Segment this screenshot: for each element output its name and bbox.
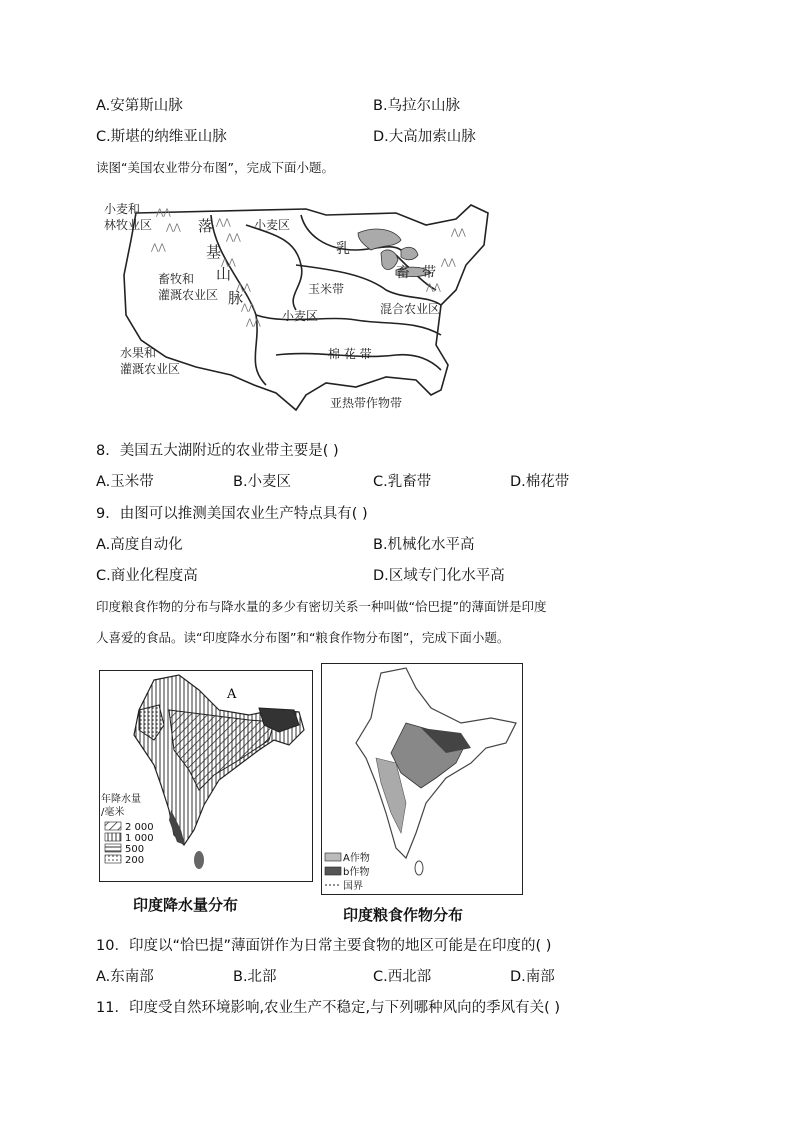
label-rocky-4: 脉 xyxy=(228,289,244,307)
q9-option-a: A.高度自动化 xyxy=(96,537,183,553)
q9-option-d: D.区域专门化水平高 xyxy=(373,568,505,584)
label-subtropical: 亚热带作物带 xyxy=(330,396,403,410)
q9-option-c: C.商业化程度高 xyxy=(96,568,198,584)
option-c: C.斯堪的纳维亚山脉 xyxy=(96,129,227,145)
label-wheat-north: 小麦区 xyxy=(254,218,291,232)
crop-legend-a: A作物 xyxy=(343,853,370,864)
crop-legend-border: 国界 xyxy=(343,881,363,892)
label-cotton: 棉 花 带 xyxy=(328,347,372,361)
q10-option-a: A.东南部 xyxy=(96,969,154,985)
svg-text:⋀⋀: ⋀⋀ xyxy=(221,258,236,268)
svg-text:⋀⋀: ⋀⋀ xyxy=(241,303,256,313)
svg-text:⋀⋀: ⋀⋀ xyxy=(216,218,231,228)
label-rocky-3: 山 xyxy=(216,265,232,283)
intro-us-map: 读图“美国农业带分布图”，完成下面小题。 xyxy=(96,160,334,175)
svg-text:⋀⋀: ⋀⋀ xyxy=(426,283,441,293)
label-dairy-2: 畜 xyxy=(396,265,410,281)
intro-india-line1: 印度粮食作物的分布与降水量的多少有密切关系一种叫做“恰巴提”的薄面饼是印度 xyxy=(96,599,547,614)
label-rocky-2: 基 xyxy=(206,243,222,261)
q8-option-a: A.玉米带 xyxy=(96,474,154,490)
rain-legend-200: 200 xyxy=(125,855,145,866)
option-d: D.大高加索山脉 xyxy=(373,129,476,145)
label-wheat-south: 小麦区 xyxy=(282,309,319,323)
q10-option-c: C.西北部 xyxy=(373,969,432,985)
india-rainfall-map xyxy=(99,670,313,882)
q8-option-d: D.棉花带 xyxy=(510,474,570,490)
label-fruit-2: 灌溉农业区 xyxy=(120,362,181,376)
rain-map-caption: 印度降水量分布 xyxy=(133,896,239,914)
label-corn: 玉米带 xyxy=(308,282,345,296)
q10-stem: 10．印度以“恰巴提”薄面饼作为日常主要食物的地区可能是在印度的( ) xyxy=(96,938,552,954)
option-b: B.乌拉尔山脉 xyxy=(373,98,461,114)
q9-stem: 9．由图可以推测美国农业生产特点具有( ) xyxy=(96,506,368,522)
svg-text:⋀⋀: ⋀⋀ xyxy=(166,223,181,233)
intro-india-line2: 人喜爱的食品。读“印度降水分布图”和“粮食作物分布图”，完成下面小题。 xyxy=(96,630,510,645)
crop-legend-b: b作物 xyxy=(343,867,370,878)
svg-text:⋀⋀: ⋀⋀ xyxy=(226,233,241,243)
label-dairy-3: 带 xyxy=(422,265,436,281)
us-agriculture-map xyxy=(96,195,506,425)
q8-stem: 8．美国五大湖附近的农业带主要是( ) xyxy=(96,443,339,459)
rain-legend-1000: 1 000 xyxy=(125,833,154,844)
label-wheat-forest-2: 林牧业区 xyxy=(104,218,153,232)
svg-text:⋀⋀: ⋀⋀ xyxy=(451,228,466,238)
q8-option-b: B.小麦区 xyxy=(233,474,292,490)
rain-legend-title-2: /毫米 xyxy=(101,807,125,818)
q8-option-c: C.乳畜带 xyxy=(373,474,432,490)
crop-map-caption: 印度粮食作物分布 xyxy=(343,906,464,924)
rain-legend-title-1: 年降水量 xyxy=(101,794,141,805)
q9-option-b: B.机械化水平高 xyxy=(373,537,475,553)
india-crop-map xyxy=(321,663,523,895)
option-a: A.安第斯山脉 xyxy=(96,98,183,114)
rain-point-a: A xyxy=(227,687,237,702)
svg-text:⋀⋀: ⋀⋀ xyxy=(151,243,166,253)
svg-text:⋀⋀: ⋀⋀ xyxy=(441,258,456,268)
q10-option-d: D.南部 xyxy=(510,969,555,985)
label-rocky-1: 落 xyxy=(198,217,214,235)
label-livestock-1: 畜牧和 xyxy=(158,272,195,286)
rain-legend-2000: 2 000 xyxy=(125,822,154,833)
svg-text:⋀⋀: ⋀⋀ xyxy=(246,318,261,328)
svg-text:⋀⋀: ⋀⋀ xyxy=(236,283,251,293)
label-dairy-1: 乳 xyxy=(336,241,350,257)
q10-option-b: B.北部 xyxy=(233,969,277,985)
rain-legend-500: 500 xyxy=(125,844,145,855)
label-fruit-1: 水果和 xyxy=(120,346,157,360)
label-livestock-2: 灌溉农业区 xyxy=(158,288,219,302)
label-mixed: 混合农业区 xyxy=(380,302,441,316)
q11-stem: 11．印度受自然环境影响,农业生产不稳定,与下列哪种风向的季风有关( ) xyxy=(96,1000,561,1016)
label-wheat-forest-1: 小麦和 xyxy=(104,202,141,216)
svg-text:⋀⋀: ⋀⋀ xyxy=(156,208,171,218)
